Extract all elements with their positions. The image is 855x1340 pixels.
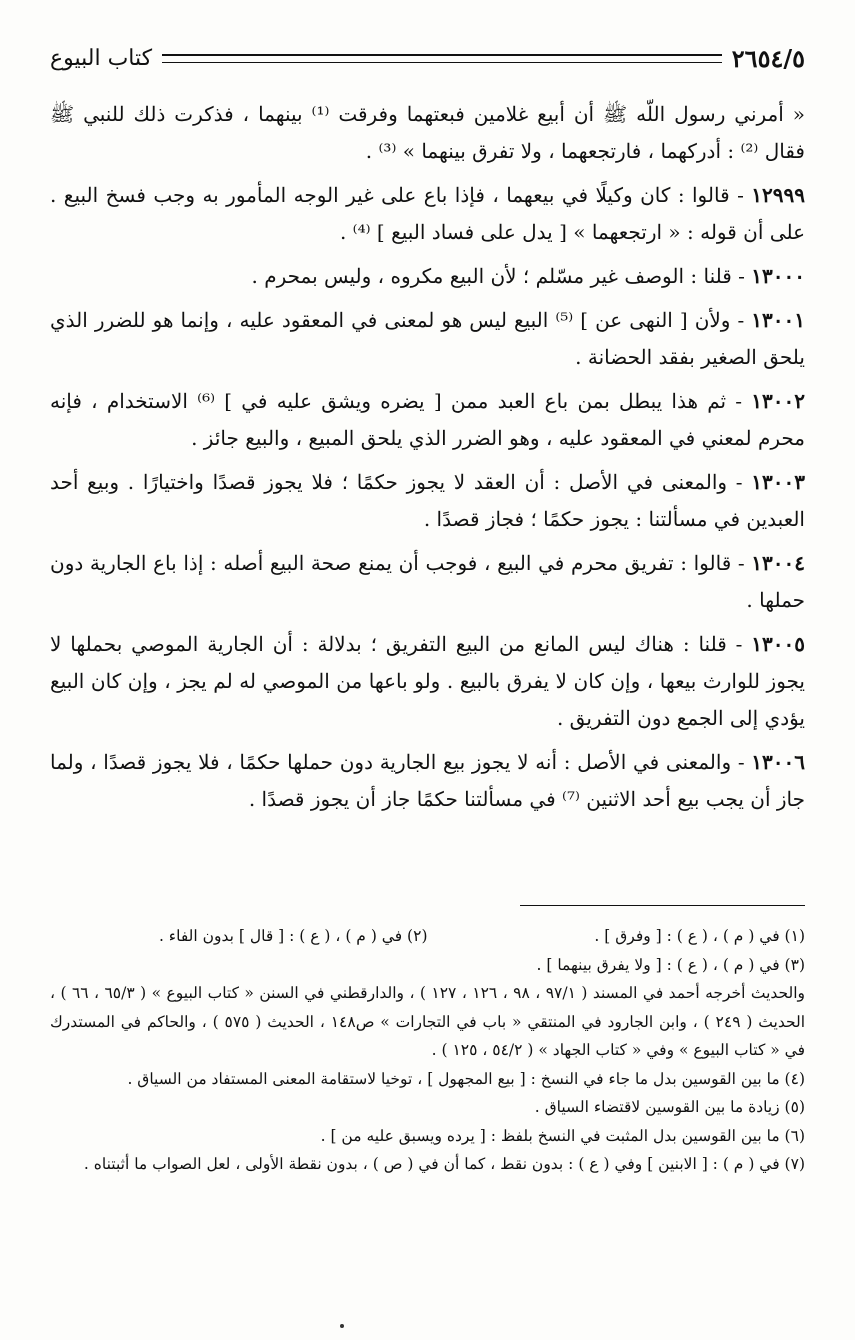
- paragraph-number: ١٣٠٠٥: [751, 632, 805, 656]
- paragraph: [50, 626, 805, 737]
- main-text: [50, 96, 805, 825]
- paragraph-number: ١٣٠٠٦: [751, 750, 805, 774]
- paragraph: [50, 545, 805, 619]
- paragraph-text: - قلنا : هناك ليس المانع من البيع التفريق ؛ بدلالة : أن الجارية الموصي بحملها لا يجوز للوارث بيعها ، وإن كان لا يفرق بالبيع . ولو باعها من الموصي له لم يجز ، وإن كان البيع يؤدي إلى الجمع دون التفريق .: [50, 632, 805, 730]
- footnote-2: (٢) في ( م ) ، ( ع ) : [ قال ] بدون الفاء .: [158, 927, 428, 945]
- footnote-5: (٥) زيادة ما بين القوسين لاقتضاء السياق .: [534, 1098, 805, 1116]
- running-title: كتاب البيوع: [50, 45, 153, 71]
- paragraph-text: - قالوا : كان وكيلًا في بيعهما ، فإذا باع على غير الوجه المأمور به وجب فسخ البيع . على أن قوله : « ارتجعهما » [ يدل على فساد البيع ] ⁽⁴⁾ .: [50, 183, 805, 244]
- paragraph: [50, 258, 805, 295]
- paragraph-number: ١٣٠٠٣: [751, 470, 805, 494]
- paragraph: [50, 464, 805, 538]
- paragraph-number: ١٣٠٠٠: [751, 264, 805, 288]
- paragraph-number: ١٢٩٩٩: [751, 183, 805, 207]
- page-header: [50, 38, 805, 78]
- footnote-1: (١) في ( م ) ، ( ع ) : [ وفرق ] .: [594, 927, 805, 945]
- footnote-separator: [520, 905, 805, 906]
- footnote-3: (٣) في ( م ) ، ( ع ) : [ ولا يفرق بينهما ] .: [536, 955, 805, 974]
- header-rule: [162, 54, 722, 63]
- scan-speck: [340, 1324, 344, 1328]
- paragraph-text: - ولأن [ النهى عن ] ⁽⁵⁾ البيع ليس هو لمعنى في المعقود عليه ، وإنما هو للضرر الذي يلحق الصغير بفقد الحضانة .: [50, 308, 805, 369]
- footnote-row: [50, 922, 805, 951]
- paragraph-text: - والمعنى في الأصل : أن العقد لا يجوز حكمًا ؛ فلا يجوز قصدًا واختيارًا . وبيع أحد العبدين في مسألتنا : يجوز حكمًا ؛ فجاز قصدًا .: [50, 470, 805, 531]
- paragraph-text: - قلنا : الوصف غير مسّلم ؛ لأن البيع مكروه ، وليس بمحرم .: [251, 264, 752, 288]
- page-number: ٢٦٥٤/٥: [731, 43, 805, 73]
- footnote-3-references: والحديث أخرجه أحمد في المسند ( ٩٧/١ ، ٩٨ ، ١٢٦ ، ١٢٧ ) ، والدارقطني في السنن « كتاب البيوع » ( ٦٥/٣ ، ٦٦ ) ، الحديث ( ٢٤٩ ) ، وابن الجارود في المنتقي « باب في التجارات » ص١٤٨ ، الحديث ( ٥٧٥ ) ، والحاكم في المستدرك في « كتاب البيوع » وفي « كتاب الجهاد » ( ٥٤/٢ ، ١٢٥ ) .: [50, 984, 806, 1059]
- paragraph: [50, 744, 805, 818]
- paragraph-text: - ثم هذا يبطل بمن باع العبد ممن [ يضره ويشق عليه في ] ⁽⁶⁾ الاستخدام ، فإنه محرم لمعني في المعقود عليه ، وهو الضرر الذي يلحق المبيع ، والبيع جائز .: [50, 389, 805, 450]
- paragraph: [50, 177, 805, 251]
- paragraph-number: ١٣٠٠٢: [751, 389, 805, 413]
- paragraph-text: - والمعنى في الأصل : أنه لا يجوز بيع الجارية دون حملها حكمًا ، فلا يجوز قصدًا ، ولما جاز أن يجب بيع أحد الاثنين ⁽⁷⁾ في مسألتنا حكمًا جاز أن يجوز قصدًا .: [50, 750, 805, 811]
- paragraph-number: ١٣٠٠٤: [751, 551, 805, 575]
- footnote-6: (٦) ما بين القوسين بدل المثبت في النسخ بلفظ : [ يرده ويسبق عليه من ] .: [320, 1126, 805, 1145]
- footnotes: [50, 922, 805, 1179]
- paragraph: [50, 302, 805, 376]
- footnote-4: (٤) ما بين القوسين بدل ما جاء في النسخ : [ بيع المجهول ] ، توخيا لاستقامة المعنى المستفاد من السياق .: [127, 1069, 805, 1088]
- paragraph-text: - قالوا : تفريق محرم في البيع ، فوجب أن يمنع صحة البيع أصله : إذا باع الجارية دون حملها .: [50, 551, 805, 612]
- paragraph-text: « أمرني رسول اللّه ﷺ أن أبيع غلامين فبعتهما وفرقت ⁽¹⁾ بينهما ، فذكرت ذلك للنبي ﷺ فقال ⁽²⁾ : أدركهما ، فارتجعهما ، ولا تفرق بينهما » ⁽³⁾ .: [50, 102, 806, 163]
- paragraph-number: ١٣٠٠١: [751, 308, 805, 332]
- footnote-7: (٧) في ( م ) : [ الابنين ] وفي ( ع ) : بدون نقط ، كما أن في ( ص ) ، بدون نقطة الأولى ، لعل الصواب ما أثبتناه .: [83, 1155, 805, 1173]
- paragraph: [50, 383, 805, 457]
- paragraph: [50, 96, 805, 170]
